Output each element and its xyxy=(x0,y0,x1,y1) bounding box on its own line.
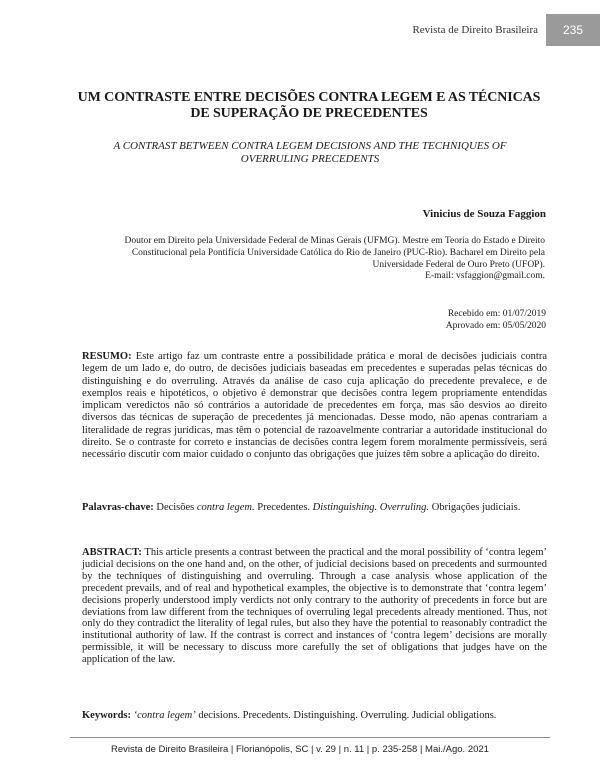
article-subtitle: A CONTRAST BETWEEN CONTRA LEGEM DECISIONS AND THE TECHNIQUES OF OVERRULING PRECEDENTS xyxy=(113,140,507,165)
author-name: Vinicius de Souza Faggion xyxy=(422,208,546,220)
author-bio xyxy=(110,236,545,283)
footer-divider xyxy=(70,737,550,738)
journal-name: Revista de Direito Brasileira xyxy=(412,24,538,36)
abstract xyxy=(82,547,547,666)
author-bio-text: Doutor em Direito pela Universidade Federal de Minas Gerais (UFMG). Mestre em Teoria do Estado e Direito Constitucional pela Pontifícia Universidade Católica do Rio de Janeiro (PUC-Rio). Bacharel em Direito pela Universidade Federal de Ouro Preto (UFOP). xyxy=(124,236,545,270)
resumo-text: Este artigo faz um contraste entre a possibilidade prática e moral de decisões judiciais contra legem de um lado e, do outro, de decisões judiciais baseadas em precedentes e superadas pelas técnicas do distinguishing e do overruling. Através da análise de caso cuja aplicação do precedente prevalece, e de exemplos reais e hipotéticos, o objetivo é demonstrar que decisões contra legem propriamente entendidas implicam veredictos não só contrários a autoridade de precedentes em força, mas são desvios ao direito diversos das técnicas de superação de precedentes já mencionadas. Desse modo, não apenas contrariam a literalidade de regras jurídicas, mas têm o potencial de razoavelmente contrariar a autoridade institucional do direito. Se o contraste for correto e instancias de decisões contra legem forem moralmente permissíveis, será necessário discutir com maior cuidado o conjunto das obrigações que juízes têm sobre a aplicação do direito. xyxy=(82,351,548,461)
palavras-chave xyxy=(82,502,547,514)
running-header xyxy=(412,14,600,46)
keywords-1: ‘contra legem’ xyxy=(133,710,196,721)
keywords xyxy=(82,710,547,722)
author-email[interactable]: E-mail: vsfaggion@gmail.com. xyxy=(425,271,545,282)
received-date: Recebido em: 01/07/2019 xyxy=(447,309,546,319)
palavras-chave-1: Decisões xyxy=(156,502,195,513)
resumo-label: RESUMO: xyxy=(82,351,132,362)
page-footer: Revista de Direito Brasileira | Florianópolis, SC | v. 29 | n. 11 | p. 235-258 | Mai./Ago. 2021 xyxy=(111,744,489,755)
article-title: UM CONTRASTE ENTRE DECISÕES CONTRA LEGEM E AS TÉCNICAS DE SUPERAÇÃO DE PRECEDENTES xyxy=(77,90,541,121)
approved-date: Aprovado em: 05/05/2020 xyxy=(445,321,546,331)
submission-dates xyxy=(446,308,546,332)
palavras-chave-label: Palavras-chave: xyxy=(82,502,154,513)
palavras-chave-4: Distinguishing. Overruling. xyxy=(312,502,430,513)
palavras-chave-2: contra legem. xyxy=(196,502,255,513)
palavras-chave-3: Precedentes. xyxy=(257,502,311,513)
page-number: 235 xyxy=(546,14,600,46)
keywords-label: Keywords: xyxy=(82,710,131,721)
palavras-chave-5: Obrigações judiciais. xyxy=(431,502,521,513)
abstract-label: ABSTRACT: xyxy=(82,547,142,558)
resumo xyxy=(82,351,547,462)
abstract-text: This article presents a contrast between the practical and the moral possibility of ‘contra legem’ judicial decisions on the one hand and, on the other, of judicial decisions based on precedents and surmounted by the techniques of distinguishing and overruling. Through a case analysis whose application of the precedent prevails, and of real and hypothetical examples, the objective is to demonstrate that ‘contra legem’ decisions properly understood imply verdicts not only contrary to the authority of precedents in force but are deviations from law different from the techniques of overruling legal precedents already mentioned. Thus, not only do they contradict the literality of legal rules, but also they have the potential to reasonably contradict the institutional authority of law. If the contrast is correct and instances of ‘contra legem’ decisions are morally permissible, it will be necessary to discuss more carefully the set of obligations that judges have on the application of the law. xyxy=(82,547,547,666)
keywords-2: decisions. Precedents. Distinguishing. Overruling. Judicial obligations. xyxy=(198,710,497,721)
